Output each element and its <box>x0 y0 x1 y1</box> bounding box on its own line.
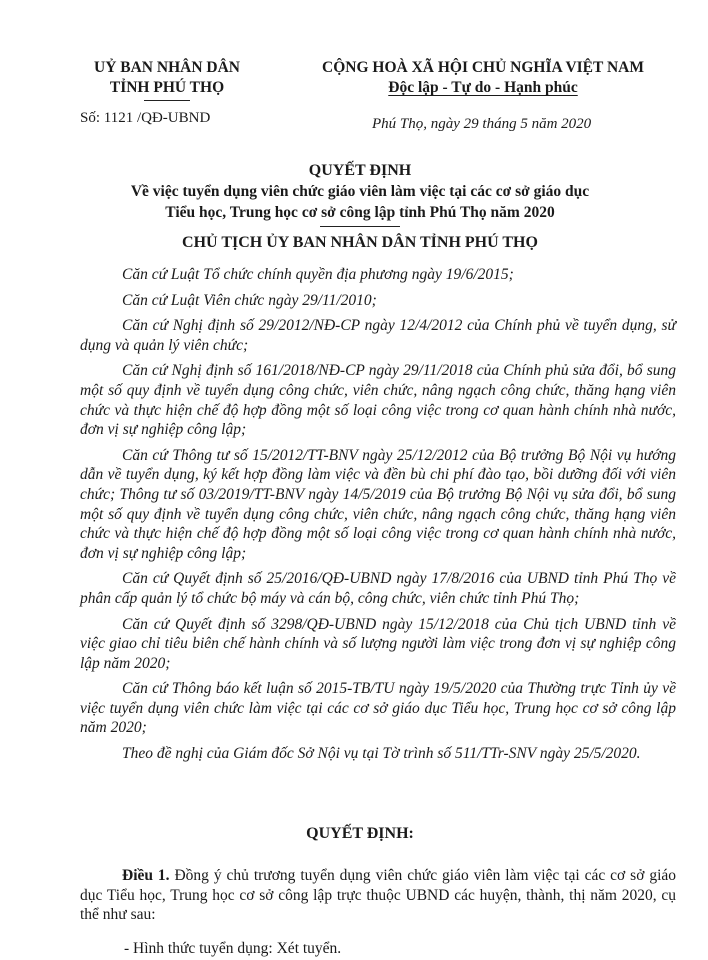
preamble-item: Căn cứ Thông báo kết luận số 2015-TB/TU ngày 19/5/2020 của Thường trực Tỉnh ủy về việc tuyển dụng viên chức làm việc tại các cơ sở giáo dục Tiểu học, Trung học cơ sở công lập năm 2020; <box>80 680 676 737</box>
preamble <box>80 265 676 770</box>
preamble-item: Căn cứ Nghị định số 29/2012/NĐ-CP ngày 12/4/2012 của Chính phủ về tuyển dụng, sử dụng và quản lý viên chức; <box>80 317 676 354</box>
decision-heading: QUYẾT ĐỊNH: <box>306 825 414 842</box>
preamble-item: Căn cứ Quyết định số 25/2016/QĐ-UBND ngày 17/8/2016 của UBND tỉnh Phú Thọ về phân cấp quản lý tổ chức bộ máy và cán bộ, công chức, viên chức tỉnh Phú Thọ; <box>80 570 676 607</box>
preamble-item: Căn cứ Luật Viên chức ngày 29/11/2010; <box>122 291 377 309</box>
title-line-1: Về việc tuyển dụng viên chức giáo viên làm việc tại các cơ sở giáo dục <box>130 183 590 200</box>
article-1-text: Đồng ý chủ trương tuyển dụng viên chức giáo viên làm việc tại các cơ sở giáo dục Tiểu học, Trung học cơ sở công lập trực thuộc UBND các huyện, thành, thị năm 2020, cụ thể như sau: <box>80 867 677 924</box>
preamble-item: Căn cứ Quyết định số 3298/QĐ-UBND ngày 15/12/2018 của Chủ tịch UBND tỉnh về việc giao chỉ tiêu biên chế hành chính và số lượng người làm việc trong đơn vị sự nghiệp công lập năm 2020; <box>80 615 676 672</box>
agency-line-2: TỈNH PHÚ THỌ <box>109 79 225 96</box>
title-heading: QUYẾT ĐỊNH <box>308 162 412 179</box>
agency-line-1: UỶ BAN NHÂN DÂN <box>94 59 240 76</box>
issuer-heading: CHỦ TỊCH ỦY BAN NHÂN DÂN TỈNH PHÚ THỌ <box>182 234 538 251</box>
title-line-2: Tiểu học, Trung học cơ sở công lập tỉnh Phú Thọ năm 2020 <box>165 204 555 221</box>
preamble-item: Căn cứ Luật Tổ chức chính quyền địa phương ngày 19/6/2015; <box>122 266 514 283</box>
article-1-bullet: - Hình thức tuyển dụng: Xét tuyển. <box>124 940 342 957</box>
article-1-label: Điều 1. <box>122 867 170 884</box>
article-1 <box>80 866 676 925</box>
preamble-item: Căn cứ Thông tư số 15/2012/TT-BNV ngày 25/12/2012 của Bộ trưởng Bộ Nội vụ hướng dẫn về tuyển dụng, ký kết hợp đồng làm việc và đền bù chi phí đào tạo, bồi dưỡng đối với viên chức; Thông tư số 03/2019/TT-BNV ngày 14/5/2019 của Bộ trưởng Bộ Nội vụ sửa đổi, bổ sung một số quy định về tuyển dụng công chức, viên chức, nâng ngạch công chức, thăng hạng viên chức và thực hiện chế độ hợp đồng một số loại công việc trong cơ quan hành chính nhà nước, đơn vị sự nghiệp công lập; <box>80 446 676 562</box>
national-motto <box>298 58 668 98</box>
nation-line-2: Độc lập - Tự do - Hạnh phúc <box>388 79 578 96</box>
agency-underline <box>144 100 190 101</box>
title-underline <box>320 226 400 227</box>
article-1-paragraph <box>80 866 676 925</box>
preamble-item: Theo đề nghị của Giám đốc Sở Nội vụ tại Tờ trình số 511/TTr-SNV ngày 25/5/2020. <box>122 745 641 763</box>
issuing-agency <box>62 58 272 101</box>
nation-line-1: CỘNG HOÀ XÃ HỘI CHỦ NGHĨA VIỆT NAM <box>322 59 644 76</box>
preamble-item: Căn cứ Nghị định số 161/2018/NĐ-CP ngày 29/11/2018 của Chính phủ sửa đổi, bổ sung một số quy định về tuyển dụng công chức, viên chức, nâng ngạch công chức, thăng hạng viên chức và thực hiện chế độ hợp đồng một số loại công việc trong cơ quan hành chính nhà nước, đơn vị sự nghiệp công lập; <box>80 362 676 439</box>
decision-title <box>40 160 680 227</box>
issue-date: Phú Thọ, ngày 29 tháng 5 năm 2020 <box>372 116 592 132</box>
document-number: Số: 1121 /QĐ-UBND <box>80 110 211 126</box>
